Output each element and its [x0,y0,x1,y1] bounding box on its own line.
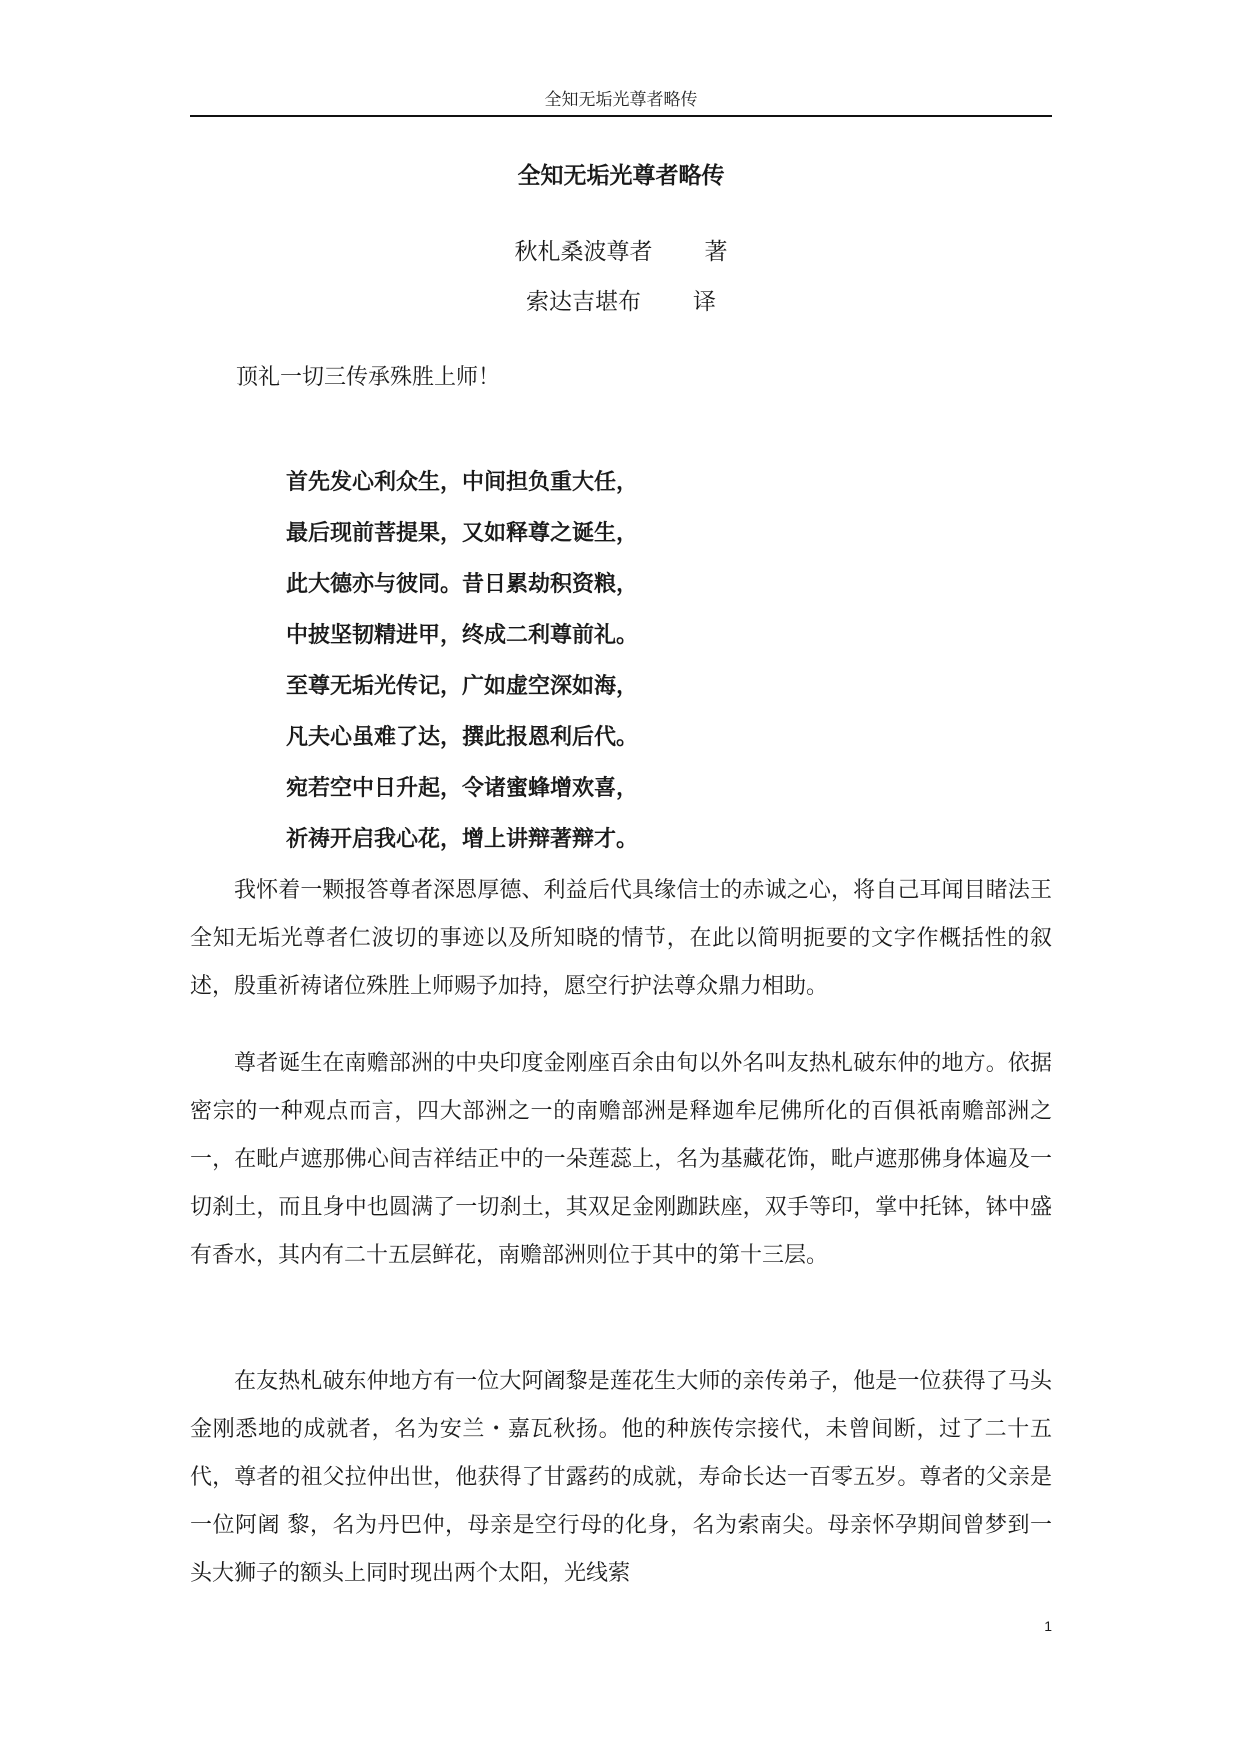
verse-line: 祈祷开启我心花，增上讲辩著辩才。 [286,826,639,852]
verse-line: 凡夫心虽难了达，撰此报恩利后代。 [286,724,639,750]
page-number: 1 [1044,1618,1052,1634]
author-line [190,236,1052,268]
translator-line [190,286,1052,318]
verse-line: 此大德亦与彼同。昔日累劫积资粮， [286,571,639,597]
verse-line: 最后现前菩提果，又如释尊之诞生， [286,520,639,546]
running-header: 全知无垢光尊者略传 [544,90,698,110]
verse-line: 首先发心利众生，中间担负重大任， [286,469,639,495]
body-paragraph: 我怀着一颗报答尊者深恩厚德、利益后代具缘信士的赤诚之心，将自己耳闻目睹法王全知无垢光尊者仁波切的事迹以及所知晓的情节，在此以简明扼要的文字作概括性的叙述，殷重祈祷诸位殊胜上师赐予加持，愿空行护法尊众鼎力相助。 [190,878,1052,999]
header-rule [190,115,1052,117]
homage-line: 顶礼一切三传承殊胜上师！ [236,365,501,390]
author-name: 秋札桑波尊者 [514,239,653,265]
verse-line: 宛若空中日升起，令诸蜜蜂增欢喜， [286,775,639,801]
translator-role: 译 [693,289,716,315]
body-paragraph: 尊者诞生在南赡部洲的中央印度金刚座百余由旬以外名叫友热札破东仲的地方。依据密宗的一种观点而言，四大部洲之一的南赡部洲是释迦牟尼佛所化的百俱祇南赡部洲之一，在毗卢遮那佛心间吉祥结正中的一朵莲蕊上，名为基藏花饰，毗卢遮那佛身体遍及一切刹土，而且身中也圆满了一切刹土，其双足金刚跏趺座，双手等印，掌中托钵，钵中盛有香水，其内有二十五层鲜花，南赡部洲则位于其中的第十三层。 [190,1051,1052,1268]
document-title: 全知无垢光尊者略传 [517,162,725,189]
verse-line: 中披坚韧精进甲，终成二利尊前礼。 [286,622,639,648]
translator-name: 索达吉堪布 [526,289,641,315]
verse-line: 至尊无垢光传记，广如虚空深如海， [286,673,639,699]
opening-verse [286,457,638,865]
body-paragraph: 在友热札破东仲地方有一位大阿阇黎是莲花生大师的亲传弟子，他是一位获得了马头金刚悉地的成就者，名为安兰・嘉瓦秋扬。他的种族传宗接代，未曾间断，过了二十五代，尊者的祖父拉仲出世，他获得了甘露药的成就，寿命长达一百零五岁。尊者的父亲是一位阿阇 黎，名为丹巴仲，母亲是空行母的化身，名为索南尖。母亲怀孕期间曾梦到一头大狮子的额头上同时现出两个太阳，光线萦 [190,1369,1052,1586]
author-role: 著 [704,239,728,265]
